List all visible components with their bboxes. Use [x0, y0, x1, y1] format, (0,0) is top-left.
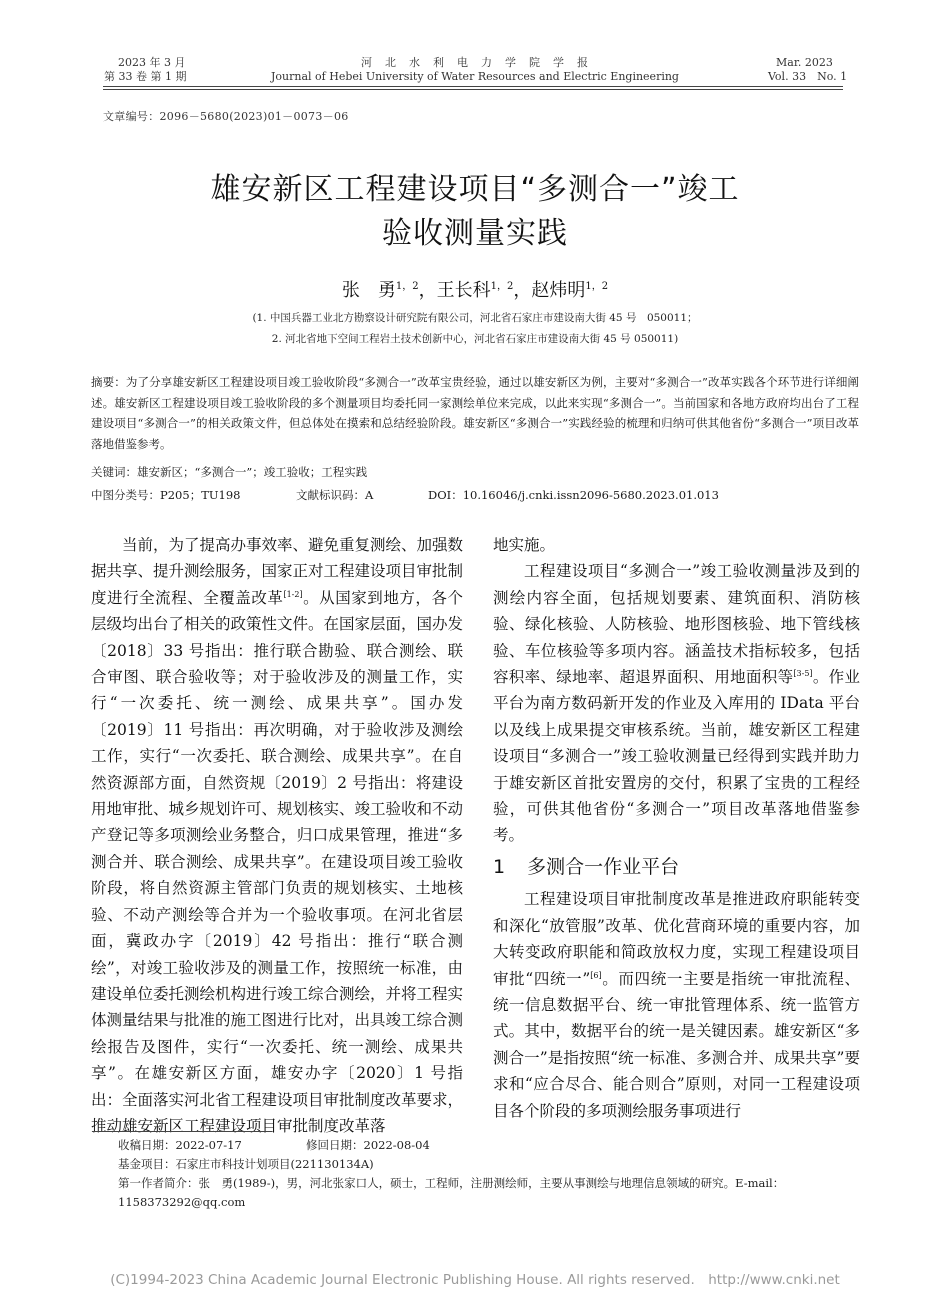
- citation: [1-2]: [283, 589, 303, 599]
- abstract-label: 摘要：: [91, 375, 126, 389]
- header-date-en: Mar. 2023: [776, 56, 833, 69]
- clc-value: P205；TU198: [160, 488, 241, 502]
- header-rule: [103, 86, 843, 87]
- header-volume-en: Vol. 33 No. 1: [768, 70, 848, 83]
- author-3: ，赵炜明: [513, 280, 586, 301]
- author-2-affil: 1，2: [490, 281, 514, 292]
- doi-value: 10.16046/j.cnki.issn2096-5680.2023.01.013: [462, 488, 719, 502]
- title-line-2: 验收测量实践: [382, 216, 568, 251]
- first-author-bio: [118, 1174, 860, 1211]
- author-2: ，王长科: [418, 280, 491, 301]
- article-number: 文章编号：2096－5680(2023)01－0073－06: [103, 110, 349, 123]
- author-list: [100, 276, 850, 302]
- paragraph-text: 工程建设项目审批制度改革是推进政府职能转变和深化“放管服”改革、优化营商环境的重要内容，加大转变政府职能和简政放权力度，实现工程建设项目审批“四统一”: [493, 890, 860, 988]
- document-code: [296, 487, 373, 503]
- doccode-label: 文献标识码：: [296, 488, 365, 502]
- affiliation-1: (1. 中国兵器工业北方勘察设计研究院有限公司，河北省石家庄市建设南大街 45 号 050011；: [252, 312, 698, 324]
- affiliation-2: 2. 河北省地下空间工程岩土技术创新中心，河北省石家庄市建设南大街 45 号 050011): [271, 333, 679, 345]
- keywords: [91, 464, 367, 480]
- body-right-column: [493, 532, 860, 1124]
- paragraph-continued: 地实施。: [493, 536, 556, 554]
- paragraph: [493, 886, 860, 1124]
- author-bio-label: 第一作者简介：: [118, 1176, 199, 1190]
- fund-project: [118, 1155, 374, 1174]
- revised-value: 2022-08-04: [363, 1138, 430, 1152]
- paragraph-text: 工程建设项目“多测合一”竣工验收测量涉及到的测绘内容全面，包括规划要素、建筑面积、消防核验、绿化核验、人防核验、地形图核验、地下管线核验、车位核验等多项内容。涵盖技术指标较多，包括容积率、绿地率、超退界面积、用地面积等: [493, 562, 860, 687]
- section-title: 多测合一作业平台: [527, 855, 680, 878]
- title-line-1: 雄安新区工程建设项目“多测合一”竣工: [210, 172, 740, 207]
- paragraph: [91, 532, 463, 1139]
- classification-number: [91, 487, 241, 503]
- paragraph: [493, 558, 860, 848]
- footnote-rule: [92, 1131, 272, 1132]
- doi-label: DOI：: [428, 488, 463, 502]
- author-1-affil: 1，2: [395, 281, 419, 292]
- journal-name-en: Journal of Hebei University of Water Resources and Electric Engineering: [271, 70, 679, 83]
- header-volume: 第 33 卷 第 1 期: [104, 70, 187, 83]
- fund-value: 石家庄市科技计划项目(221130134A): [175, 1157, 374, 1171]
- clc-label: 中图分类号：: [91, 488, 160, 502]
- journal-name-cn: 河 北 水 利 电 力 学 院 学 报: [361, 56, 589, 69]
- received-date: [118, 1136, 242, 1155]
- received-value: 2022-07-17: [175, 1138, 242, 1152]
- paragraph-text: 。而四统一主要是指统一审批流程、统一信息数据平台、统一审批管理体系、统一监管方式。其中，数据平台的统一是关键因素。雄安新区“多测合一”是指按照“统一标准、多测合并、成果共享”要求和“应合尽合、能合则合”原则，对同一工程建设项目各个阶段的多项测绘服务事项进行: [493, 969, 860, 1120]
- header-date: 2023 年 3 月: [118, 56, 186, 69]
- paragraph-text: 。作业平台为南方数码新开发的作业及入库用的 IData 平台以及线上成果提交审核系统。当前，雄安新区工程建设项目“多测合一”竣工验收测量已经得到实践并助力于雄安新区首批安置房的交付，积累了宝贵的工程经验，可供其他省份“多测合一”项目改革落地借鉴参考。: [493, 668, 860, 845]
- citation: [6]: [590, 970, 602, 980]
- author-1: 张 勇: [341, 280, 396, 301]
- fund-label: 基金项目：: [118, 1157, 176, 1171]
- revised-date: [306, 1136, 430, 1155]
- paragraph-text: 。从国家到地方，各个层级均出台了相关的政策性文件。在国家层面，国办发〔2018〕33 号指出：推行联合勘验、联合测绘、联合审图、联合验收等；对于验收涉及的测量工作，实行“一次委托、统一测绘、成果共享”。国办发〔2019〕11 号指出：再次明确，对于验收涉及测绘工作，实行“一次委托、联合测绘、成果共享”。在自然资源部方面，自然资规〔2019〕2 号指出：将建设用地审批、城乡规划许可、规划核实、竣工验收和不动产登记等多项测绘业务整合，归口成果管理，推进“多测合并、联合测绘、成果共享”。在建设项目竣工验收阶段，将自然资源主管部门负责的规划核实、土地核验、不动产测绘等合并为一个验收事项。在河北省层面，冀政办字〔2019〕42 号指出：推行“联合测绘”，对竣工验收涉及的测量工作，按照统一标准，由建设单位委托测绘机构进行竣工综合测绘，并将工程实体测量结果与批准的施工图进行比对，出具竣工综合测绘报告及图件，实行“一次委托、统一测绘、成果共享”。在雄安新区方面，雄安办字〔2020〕1 号指出：全面落实河北省工程建设项目审批制度改革要求，推动雄安新区工程建设项目审批制度改革落: [91, 588, 464, 1135]
- section-heading: [493, 854, 860, 880]
- revised-label: 修回日期：: [306, 1138, 364, 1152]
- author-bio-text: 张 勇(1989-)，男，河北张家口人，硕士，工程师，注册测绘师，主要从事测绘与地理信息领域的研究。E-mail：1158373292@qq.com: [118, 1176, 785, 1209]
- doi: [428, 487, 719, 503]
- author-3-affil: 1，2: [585, 281, 609, 292]
- keywords-label: 关键词：: [91, 465, 137, 479]
- copyright-notice: (C)1994-2023 China Academic Journal Electronic Publishing House. All rights reserved. http://www.cnki.net: [110, 1272, 840, 1288]
- section-number: 1: [493, 855, 506, 878]
- keywords-text: 雄安新区；“多测合一”；竣工验收；工程实践: [137, 465, 368, 479]
- header-rule-thin: [103, 89, 843, 90]
- abstract: [91, 372, 859, 454]
- received-label: 收稿日期：: [118, 1138, 176, 1152]
- abstract-text: 为了分享雄安新区工程建设项目竣工验收阶段“多测合一”改革宝贵经验，通过以雄安新区为例，主要对“多测合一”改革实践各个环节进行详细阐述。雄安新区工程建设项目竣工验收阶段的多个测量项目均委托同一家测绘单位来完成，以此来实现“多测合一”。当前国家和各地方政府均出台了工程建设项目“多测合一”的相关政策文件，但总体处在摸索和总结经验阶段。雄安新区“多测合一”实践经验的梳理和归纳可供其他省份“多测合一”项目改革落地借鉴参考。: [91, 375, 860, 451]
- paragraph-text: 当前，为了提高办事效率、避免重复测绘、加强数据共享、提升测绘服务，国家正对工程建设项目审批制度进行全流程、全覆盖改革: [91, 536, 464, 607]
- body-left-column: [91, 532, 463, 1139]
- citation: [3-5]: [793, 669, 813, 679]
- doccode-value: A: [365, 488, 374, 502]
